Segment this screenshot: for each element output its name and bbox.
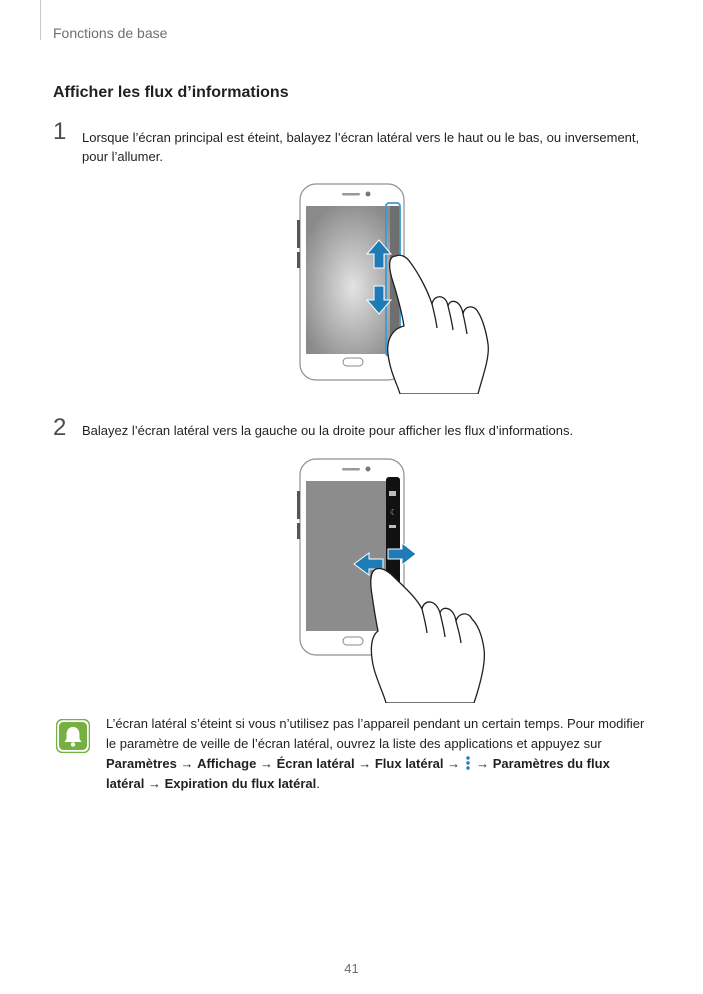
margin-rule [40, 0, 41, 40]
illustration-swipe-vertical [290, 182, 500, 394]
svg-text:☾: ☾ [390, 508, 398, 517]
menu-path-item: Affichage [197, 756, 257, 771]
arrow-separator: → [180, 756, 194, 771]
step-2-number: 2 [53, 414, 67, 441]
arrow-separator: → [476, 756, 490, 771]
menu-path-item: Paramètres du flux latéral [106, 756, 610, 791]
menu-path-item: Flux latéral [374, 756, 444, 771]
step-2-text: Balayez l’écran latéral vers la gauche ou la droite pour afficher les flux d’informations. [82, 423, 574, 438]
arrow-separator: → [447, 756, 461, 771]
menu-path-item: Paramètres [106, 756, 177, 771]
arrow-separator: → [147, 776, 161, 791]
running-header: Fonctions de base [53, 25, 168, 41]
note-end: . [316, 776, 320, 791]
illustration-swipe-horizontal [290, 457, 500, 703]
arrow-separator: → [259, 756, 273, 771]
section-title: Afficher les flux d’informations [53, 84, 289, 101]
bell-icon [56, 719, 90, 753]
step-1-number: 1 [53, 118, 67, 145]
menu-path-item: Écran latéral [276, 756, 355, 771]
note-text [106, 714, 646, 794]
arrow-separator: → [358, 756, 372, 771]
page-number: 41 [344, 961, 359, 976]
step-1-text: Lorsque l’écran principal est éteint, balayez l’écran latéral vers le haut ou le bas, ou inversement, pour l’allumer. [82, 130, 640, 164]
more-options-icon [464, 756, 472, 770]
hand-icon [371, 568, 485, 703]
menu-path-item: Expiration du flux latéral [164, 776, 317, 791]
note-text-intro: L’écran latéral s’éteint si vous n’utilisez pas l’appareil pendant un certain temps. Pour modifier le paramètre de veille de l’écran latéral, ouvrez la liste des applications et appuyez sur [106, 716, 645, 751]
